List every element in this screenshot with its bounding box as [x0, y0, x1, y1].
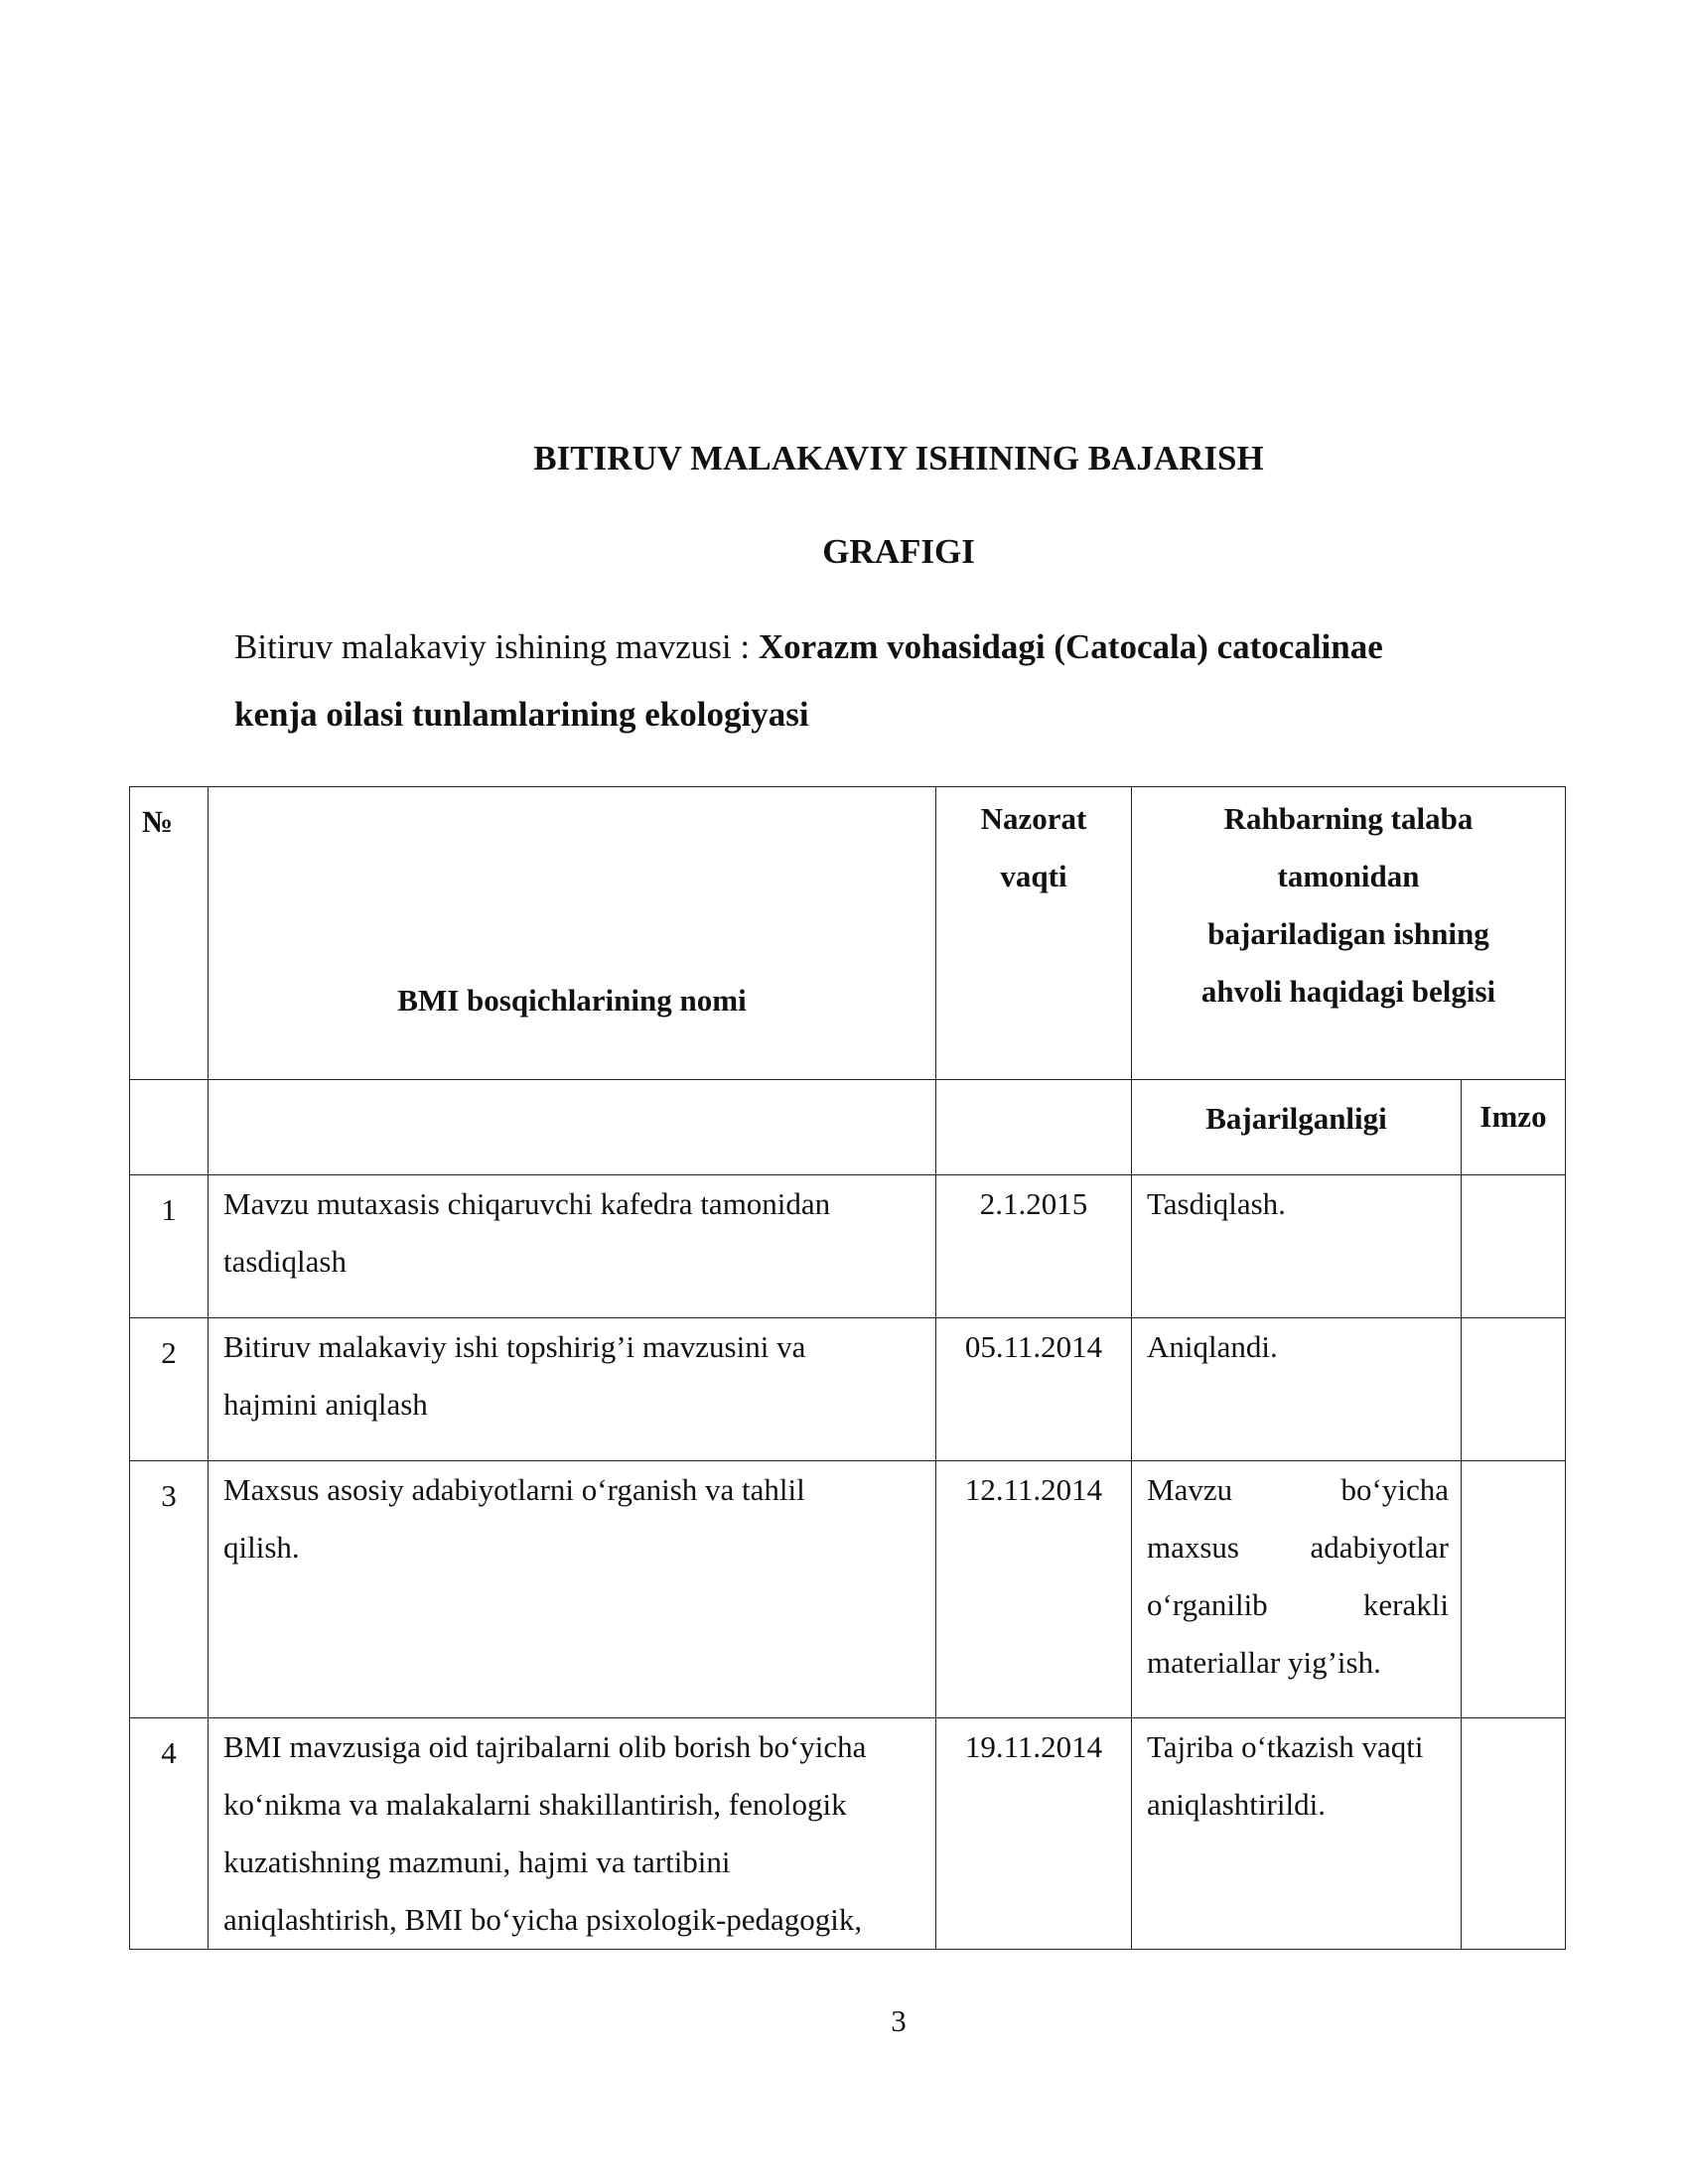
- topic-line-1: [234, 627, 1555, 667]
- row-number: 4: [130, 1718, 209, 1950]
- row-status: Tasdiqlash.: [1132, 1175, 1462, 1318]
- page-number: 3: [891, 2003, 907, 2038]
- row-signature: [1462, 1718, 1566, 1950]
- row-status: Aniqlandi.: [1132, 1318, 1462, 1461]
- header-completion: Bajarilganligi: [1132, 1080, 1462, 1175]
- header-mark-line3: bajariladigan ishning: [1207, 916, 1489, 951]
- row-stage-name-line3: kuzatishning mazmuni, hajmi va tartibini: [223, 1844, 731, 1879]
- row-signature: [1462, 1175, 1566, 1318]
- row-status-line4: materiallar yig’ish.: [1147, 1645, 1381, 1680]
- subheader-row: [130, 1080, 1566, 1175]
- row-status-line1: Tajriba o‘tkazish vaqti: [1147, 1729, 1424, 1764]
- row-status-line3: [1147, 1576, 1449, 1634]
- row-signature: [1462, 1318, 1566, 1461]
- status-word: adabiyotlar: [1310, 1530, 1449, 1565]
- header-signature: Imzo: [1462, 1080, 1566, 1175]
- row-date: 2.1.2015: [936, 1175, 1132, 1318]
- row-status-line2: [1147, 1519, 1449, 1576]
- row-status-line2: aniqlashtirildi.: [1147, 1787, 1326, 1822]
- header-row: [130, 787, 1566, 1080]
- header-mark-line1: Rahbarning talaba: [1223, 801, 1474, 836]
- row-signature: [1462, 1461, 1566, 1718]
- row-status-line1: [1147, 1461, 1449, 1519]
- header-mark-line2: tamonidan: [1277, 859, 1420, 893]
- row-stage-name-line2: tasdiqlash: [223, 1244, 347, 1279]
- document-title-line-2: GRAFIGI: [822, 532, 975, 571]
- header-supervisor-mark: [1132, 787, 1566, 1080]
- subheader-empty-time: [936, 1080, 1132, 1175]
- header-control-time-line1: Nazorat: [980, 801, 1087, 836]
- table-row: [130, 1175, 1566, 1318]
- row-number: 1: [130, 1175, 209, 1318]
- row-date: 05.11.2014: [936, 1318, 1132, 1461]
- row-stage-name: [209, 1718, 936, 1950]
- row-stage-name-line1: Mavzu mutaxasis chiqaruvchi kafedra tamonidan: [223, 1186, 831, 1221]
- table-row: [130, 1461, 1566, 1718]
- row-stage-name-line2: hajmini aniqlash: [223, 1387, 428, 1422]
- header-mark-line4: ahvoli haqidagi belgisi: [1200, 974, 1496, 1009]
- row-stage-name-line1: Bitiruv malakaviy ishi topshirig’i mavzusini va: [223, 1329, 806, 1364]
- status-word: kerakli: [1362, 1587, 1449, 1622]
- header-stage-name: BMI bosqichlarining nomi: [209, 787, 936, 1080]
- status-word: bo‘yicha: [1340, 1472, 1449, 1507]
- row-number: 2: [130, 1318, 209, 1461]
- row-stage-name: [209, 1461, 936, 1718]
- document-title-line-1: BITIRUV MALAKAVIY ISHINING BAJARISH: [533, 439, 1264, 478]
- row-date: 12.11.2014: [936, 1461, 1132, 1718]
- row-stage-name-line2: ko‘nikma va malakalarni shakillantirish, fenologik: [223, 1787, 847, 1822]
- status-word: maxsus: [1147, 1530, 1239, 1565]
- row-stage-name-line2: qilish.: [223, 1530, 300, 1565]
- topic-value-part2: kenja oilasi tunlamlarining ekologiyasi: [234, 695, 809, 734]
- status-word: Mavzu: [1147, 1472, 1233, 1507]
- status-word: o‘rganilib: [1147, 1587, 1268, 1622]
- topic-value-part1: Xorazm vohasidagi (Catocala) catocalinae: [758, 627, 1383, 666]
- subheader-empty-name: [209, 1080, 936, 1175]
- topic-label: Bitiruv malakaviy ishining mavzusi :: [234, 627, 759, 666]
- row-date: 19.11.2014: [936, 1718, 1132, 1950]
- header-number: №: [130, 787, 209, 1080]
- row-status: [1132, 1718, 1462, 1950]
- row-stage-name-line1: BMI mavzusiga oid tajribalarni olib borish bo‘yicha: [223, 1729, 867, 1764]
- table-row: [130, 1718, 1566, 1950]
- header-control-time-line2: vaqti: [1000, 859, 1067, 893]
- subheader-empty-number: [130, 1080, 209, 1175]
- row-stage-name: [209, 1318, 936, 1461]
- schedule-table: [129, 786, 1566, 1950]
- row-status: [1132, 1461, 1462, 1718]
- table-row: [130, 1318, 1566, 1461]
- header-control-time: [936, 787, 1132, 1080]
- row-stage-name: [209, 1175, 936, 1318]
- row-stage-name-line4: aniqlashtirish, BMI bo‘yicha psixologik-pedagogik,: [223, 1902, 863, 1937]
- row-number: 3: [130, 1461, 209, 1718]
- row-stage-name-line1: Maxsus asosiy adabiyotlarni o‘rganish va tahlil: [223, 1472, 805, 1507]
